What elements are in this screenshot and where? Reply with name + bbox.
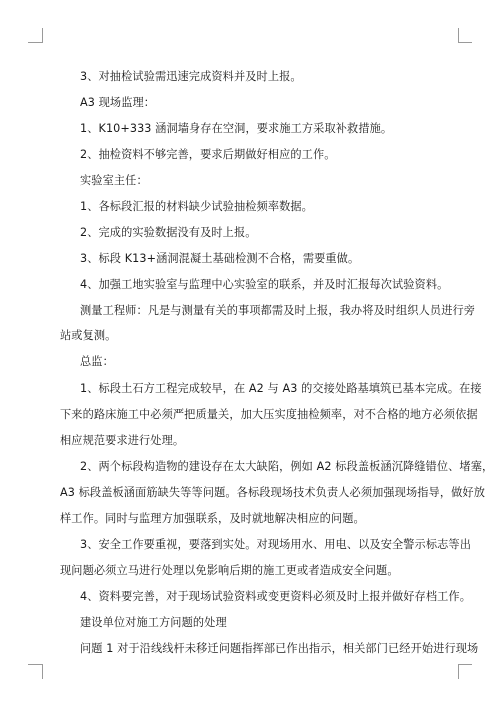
text-line: 1、各标段汇报的材料缺少试验抽检频率数据。 [80,200,313,213]
text-line: 现问题必须立马进行处理以免影响后期的施工更或者造成安全问题。 [60,564,399,577]
text-line: 问题 1 对于沿线线杆未移迁问题指挥部已作出指示，相关部门已经开始进行现场 [80,642,479,655]
text-line: A3 标段盖板涵面筋缺失等等问题。各标段现场技术负责人必须加强现场指导，做好放 [60,486,485,499]
crop-mark-bottom-right-horizontal [458,664,472,665]
text-line: 4、资料要完善，对于现场试验资料或变更资料必须及时上报并做好存档工作。 [80,590,471,603]
section-heading-construction-unit: 建设单位对施工方问题的处理 [80,616,227,629]
crop-mark-top-left-horizontal [28,42,42,43]
crop-mark-top-right-horizontal [458,42,472,43]
crop-mark-top-left-vertical [42,28,43,43]
crop-mark-bottom-right-vertical [458,664,459,679]
text-line: 3、对抽检试验需迅速完成资料并及时上报。 [80,70,302,83]
text-line: 站或复测。 [60,329,117,342]
text-line: 1、标段土石方工程完成较早，在 A2 与 A3 的交接处路基填筑已基本完成。在接 [80,382,482,395]
text-line: 3、标段 K13+涵洞混凝土基础检测不合格，需要重做。 [80,252,360,265]
text-line: 下来的路床施工中必须严把质量关，加大压实度抽检频率，对不合格的地方必须依据 [60,408,478,421]
crop-mark-bottom-left-vertical [42,664,43,679]
crop-mark-top-right-vertical [458,28,459,43]
text-line: 2、两个标段构造物的建设存在太大缺陷，例如 A2 标段盖板涵沉降缝错位、堵塞， [80,460,494,473]
text-line: 样工作。同时与监理方加强联系，及时就地解决相应的问题。 [60,512,365,525]
text-line: 2、完成的实验数据没有及时上报。 [80,226,257,239]
text-line: 相应规范要求进行处理。 [60,434,185,447]
text-line: 1、K10+333 涵洞墙身存在空洞，要求施工方采取补救措施。 [80,122,393,135]
crop-mark-bottom-left-horizontal [28,664,42,665]
section-heading-a3-supervision: A3 现场监理： [80,96,156,109]
section-heading-lab-director: 实验室主任： [80,174,148,187]
text-line: 测量工程师：凡是与测量有关的事项都需及时上报，我办将及时组织人员进行旁 [80,304,476,317]
text-line: 3、安全工作要重视，要落到实处。对现场用水、用电、以及安全警示标志等出 [80,538,471,551]
section-heading-chief-supervisor: 总监： [80,355,114,368]
text-line: 2、抽检资料不够完善，要求后期做好相应的工作。 [80,148,336,161]
text-line: 4、加强工地实验室与监理中心实验室的联系，并及时汇报每次试验资料。 [80,278,449,291]
